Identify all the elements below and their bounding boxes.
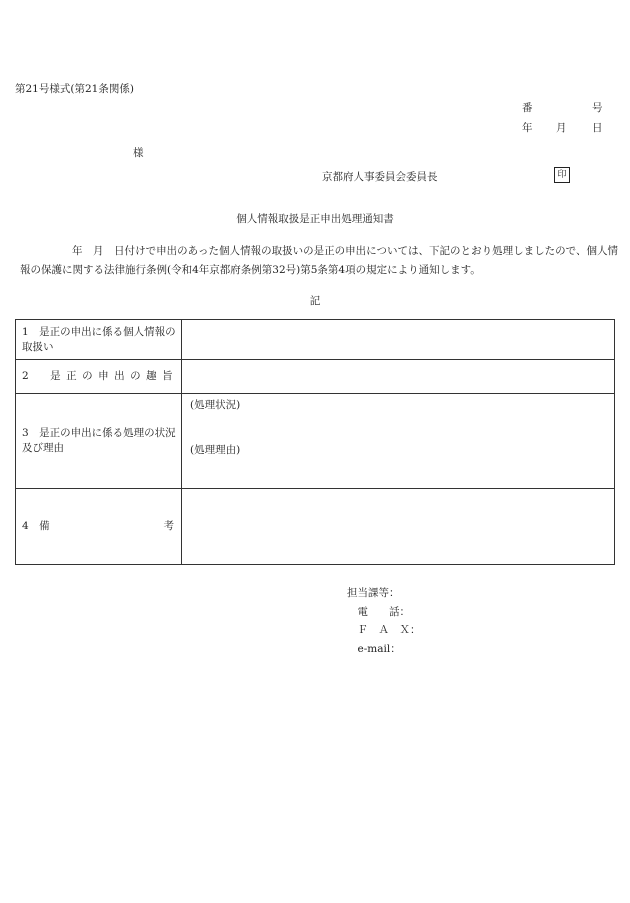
table-row [16,489,615,565]
contact-department: 担当課等： [347,587,400,599]
contact-telephone: 電 話： [347,605,410,618]
body-paragraph [20,242,618,280]
row3-label: 3 是正の申出に係る処理の状況及び理由 [22,427,176,454]
form-number: 第21号様式(第21条関係) [15,83,134,95]
contact-block [347,584,421,658]
row1-value-cell [182,320,615,360]
row1-label-cell [16,320,182,360]
contact-fax: Ｆ Ａ Ｘ： [347,624,421,636]
processing-reason-label: (処理理由) [190,444,241,456]
ki-heading: 記 [309,295,321,307]
row1-label: 1 是正の申出に係る個人情報の取扱い [22,325,176,353]
seal-mark: 印 [554,167,570,183]
row2-label-cell [16,360,182,394]
document-number-label: 番 [522,102,533,114]
date-day-label: 日 [592,122,603,134]
table-row [16,360,615,394]
row3-value-cell [182,394,615,489]
date-year-label: 年 [522,122,533,134]
table-row [16,394,615,489]
document-number-suffix: 号 [592,102,603,114]
processing-status-label: (処理状況) [190,399,241,411]
row3-label-cell [16,394,182,489]
details-table [15,319,615,565]
sender-title: 京都府人事委員会委員長 [322,171,438,183]
row2-value-cell [182,360,615,394]
addressee-suffix: 様 [133,147,144,159]
contact-email: e-mail： [347,642,401,655]
remarks-label-start: 4 備 [22,520,50,532]
row4-value-cell [182,489,615,565]
row2-label: 2 是正の申出の趣旨 [22,370,179,382]
row4-label-cell [16,489,182,565]
document-title: 個人情報取扱是正申出処理通知書 [236,213,394,225]
date-month-label: 月 [556,122,567,134]
table-row [16,320,615,360]
body-text: 年 月 日付けで申出のあった個人情報の取扱いの是正の申出については、下記のとおり処理しましたので、個人情報の保護に関する法律施行条例(令和4年京都府条例第32号)第5条第4項の規定により通知します。 [20,245,618,276]
remarks-label [22,519,181,534]
remarks-label-end: 考 [163,520,174,532]
